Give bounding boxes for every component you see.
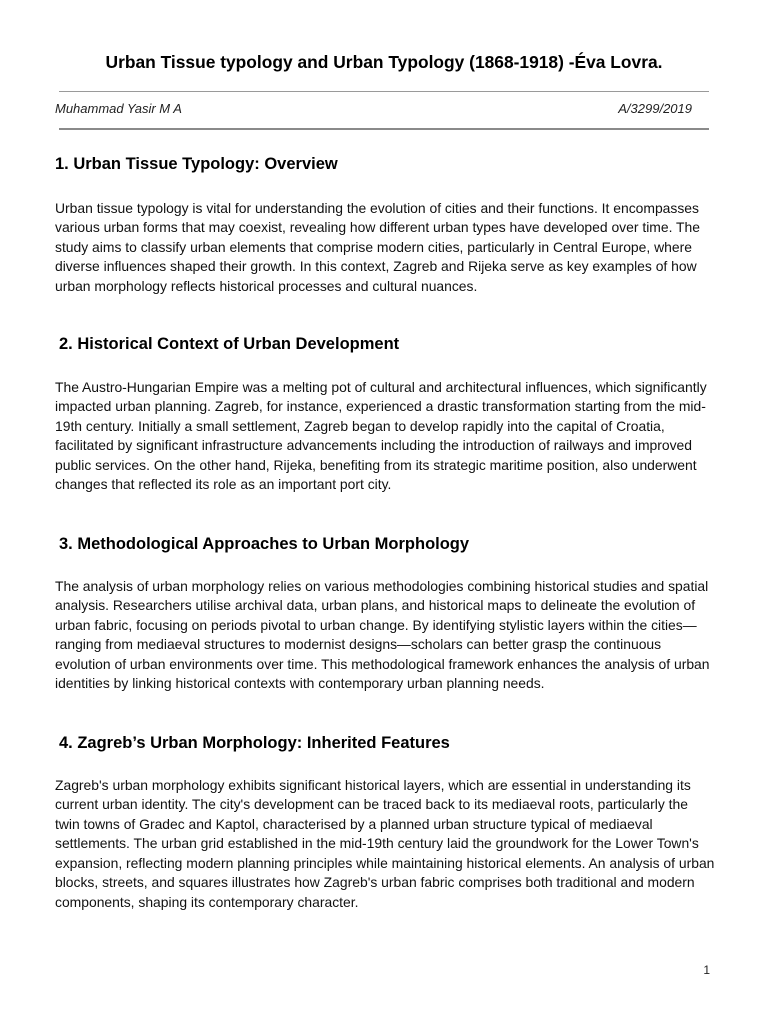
section-body-methodology: The analysis of urban morphology relies on various methodologies combining historical studies and spatial analysis. Researchers utilise archival data, urban plans, and historical maps to delineate the evolution of urban fabric, focusing on periods pivotal to urban change. By identifying stylistic layers within the cities—ranging from mediaeval structures to modernist designs—scholars can better grasp the continuous evolution of urban environments over time. This methodological framework enhances the analysis of urban identities by linking historical contexts with contemporary urban planning needs.	[55, 578, 710, 692]
section-heading-zagreb-morphology: 4. Zagreb’s Urban Morphology: Inherited Features	[59, 734, 450, 752]
section-heading-methodology: 3. Methodological Approaches to Urban Morphology	[59, 535, 470, 553]
reference-id: A/3299/2019	[618, 101, 692, 116]
section-heading-overview: 1. Urban Tissue Typology: Overview	[55, 155, 338, 173]
document-title: Urban Tissue typology and Urban Typology (1868-1918) -Éva Lovra.	[105, 52, 663, 72]
title-divider	[59, 91, 709, 92]
page-number: 1	[703, 963, 710, 977]
section-body-zagreb-morphology: Zagreb's urban morphology exhibits significant historical layers, which are essential in understanding its current urban identity. The city's development can be traced back to its mediaeval roots, particularly the twin towns of Gradec and Kaptol, characterised by a planned urban structure typical of mediaeval settlements. The urban grid established in the mid-19th century laid the groundwork for the Lower Town's expansion, reflecting modern planning principles while maintaining historical elements. An analysis of urban blocks, streets, and squares illustrates how Zagreb's urban fabric comprises both traditional and modern components, shaping its contemporary character.	[55, 777, 715, 910]
author-name: Muhammad Yasir M A	[55, 101, 182, 116]
section-body-overview: Urban tissue typology is vital for understanding the evolution of cities and their functions. It encompasses various urban forms that may coexist, revealing how different urban types have developed over time. The study aims to classify urban elements that comprise modern cities, particularly in Central Europe, where diverse influences shaped their growth. In this context, Zagreb and Rijeka serve as key examples of how urban morphology reflects historical processes and cultural nuances.	[55, 200, 700, 294]
header-divider	[59, 128, 709, 130]
section-body-historical-context: The Austro-Hungarian Empire was a melting pot of cultural and architectural influences, which significantly impacted urban planning. Zagreb, for instance, experienced a drastic transformation starting from the mid-19th century. Initially a small settlement, Zagreb began to develop rapidly into the capital of Croatia, facilitated by significant infrastructure advancements including the introduction of railways and improved public services. On the other hand, Rijeka, benefiting from its strategic maritime position, also underwent changes that reflected its role as an important port city.	[55, 379, 707, 493]
section-heading-historical-context: 2. Historical Context of Urban Development	[59, 335, 400, 353]
